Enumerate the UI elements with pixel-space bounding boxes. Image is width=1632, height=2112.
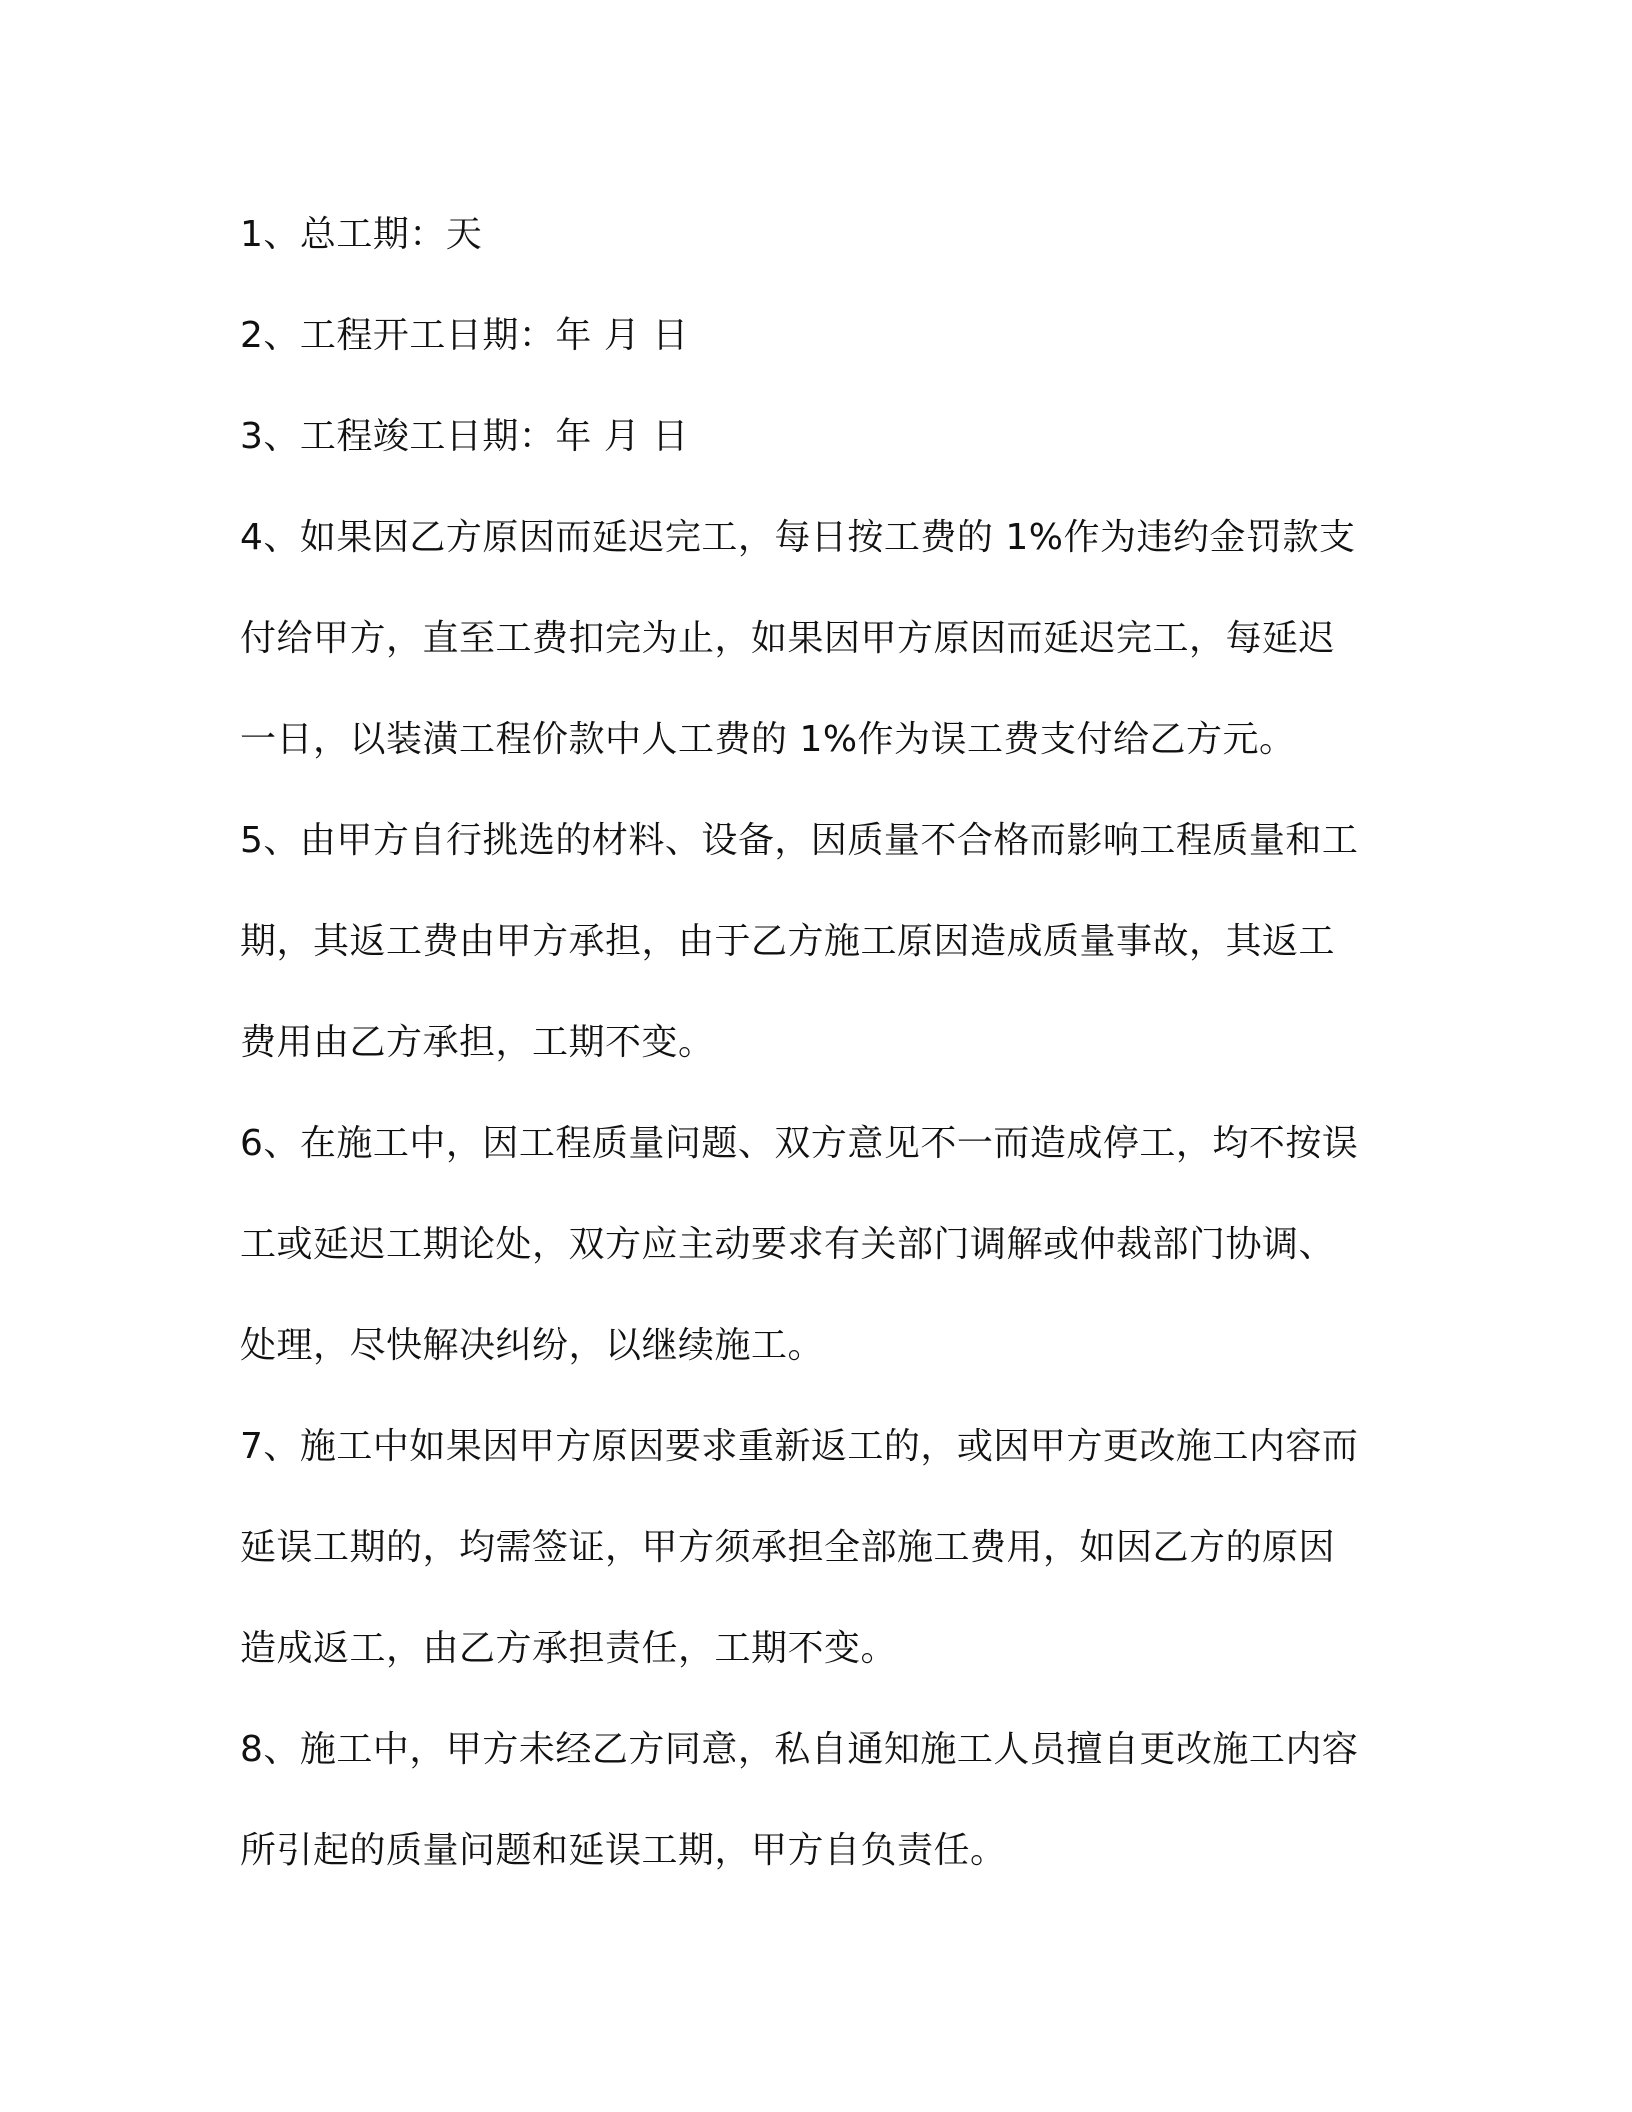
clause-6-line-3: 处理，尽快解决纠纷，以继续施工。 — [240, 1325, 825, 1366]
clause-5-line-3: 费用由乙方承担，工期不变。 — [240, 1022, 715, 1063]
clause-3-line-1: 3、工程竣工日期：年 月 日 — [240, 416, 689, 457]
clause-4-line-2: 付给甲方，直至工费扣完为止，如果因甲方原因而延迟完工，每延迟 — [240, 618, 1336, 659]
clause-5-line-2: 期，其返工费由甲方承担，由于乙方施工原因造成质量事故，其返工 — [240, 921, 1336, 962]
clause-8-line-1: 8、施工中，甲方未经乙方同意，私自通知施工人员擅自更改施工内容 — [240, 1729, 1359, 1770]
clause-2-line-1: 2、工程开工日期：年 月 日 — [240, 315, 689, 356]
clause-8-line-2: 所引起的质量问题和延误工期，甲方自负责任。 — [240, 1830, 1007, 1871]
clause-5-line-1: 5、由甲方自行挑选的材料、设备，因质量不合格而影响工程质量和工 — [240, 820, 1359, 861]
clause-6-line-1: 6、在施工中，因工程质量问题、双方意见不一而造成停工，均不按误 — [240, 1123, 1359, 1164]
document-page — [240, 184, 1400, 1901]
clause-7-line-1: 7、施工中如果因甲方原因要求重新返工的，或因甲方更改施工内容而 — [240, 1426, 1359, 1467]
clause-6-line-2: 工或延迟工期论处，双方应主动要求有关部门调解或仲裁部门协调、 — [240, 1224, 1336, 1265]
clause-4-line-1: 4、如果因乙方原因而延迟完工，每日按工费的 1%作为违约金罚款支 — [240, 517, 1356, 558]
clause-7-line-2: 延误工期的，均需签证，甲方须承担全部施工费用，如因乙方的原因 — [240, 1527, 1336, 1568]
clause-7-line-3: 造成返工，由乙方承担责任，工期不变。 — [240, 1628, 898, 1669]
clause-1-line-1: 1、总工期：天 — [240, 214, 483, 255]
clause-4-line-3: 一日，以装潢工程价款中人工费的 1%作为误工费支付给乙方元。 — [240, 719, 1296, 760]
